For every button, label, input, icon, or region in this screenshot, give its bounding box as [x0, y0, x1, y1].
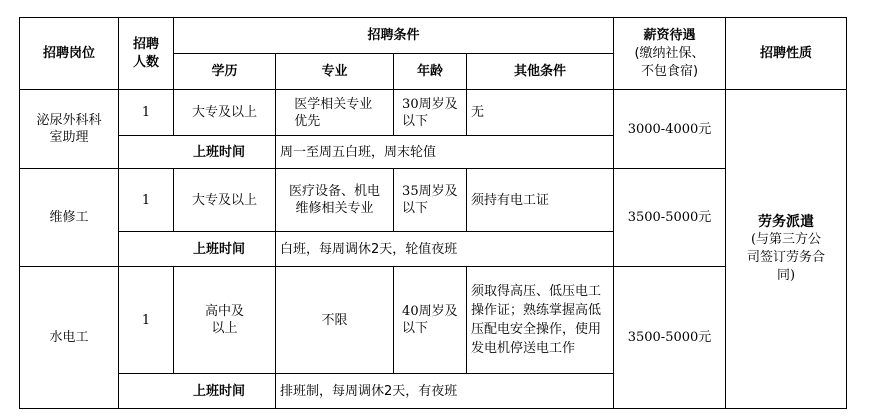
table-row: [20, 169, 847, 232]
header-salary-title: 薪资待遇: [643, 27, 696, 43]
age-text: 35周岁及以下: [402, 184, 458, 216]
header-salary-note: (缴纳社保、不包食宿): [634, 45, 705, 79]
shift-row: [20, 136, 847, 169]
age-text: 40周岁及以下: [402, 304, 458, 336]
count-cell: 1: [119, 169, 174, 232]
count-cell: 1: [119, 267, 174, 374]
major-cell: [276, 90, 394, 136]
shift-label: 上班时间: [119, 136, 276, 169]
nature-cell: [726, 90, 847, 409]
education-text: 高中及以上: [204, 304, 244, 336]
shift-value: 周一至周五白班，周末轮值: [276, 136, 726, 169]
other-cell: 须取得高压、低压电工操作证；熟练掌握高低压配电安全操作，使用发电机停送电工作: [467, 267, 614, 374]
header-other: 其他条件: [467, 54, 614, 90]
count-cell: 1: [119, 90, 174, 136]
education-cell: 大专及以上: [174, 90, 276, 136]
header-nature: 招聘性质: [726, 18, 847, 90]
shift-value: 白班，每周调休2天，轮值夜班: [276, 232, 726, 267]
shift-label: 上班时间: [119, 374, 276, 409]
salary-cell: 3000-4000元: [614, 90, 726, 169]
header-count: [119, 18, 174, 90]
other-cell: 无: [467, 90, 614, 136]
position-cell: 维修工: [20, 169, 119, 267]
position-cell: [20, 90, 119, 169]
major-text: 医疗设备、机电维修相关专业: [288, 184, 380, 216]
major-cell: 不限: [276, 267, 394, 374]
shift-row: [20, 374, 847, 409]
recruitment-table: [19, 17, 847, 409]
header-major: 专业: [276, 54, 394, 90]
position-text: 泌尿外科科室助理: [36, 113, 102, 145]
shift-value: 排班制，每周调休2天，有夜班: [276, 374, 726, 409]
table-row: [20, 267, 847, 374]
education-cell: 大专及以上: [174, 169, 276, 232]
age-cell: [394, 267, 467, 374]
shift-label: 上班时间: [119, 232, 276, 267]
nature-sub: (与第三方公司签订劳务合同): [746, 232, 825, 283]
education-cell: [174, 267, 276, 374]
nature-main: 劳务派遣: [758, 214, 814, 230]
age-cell: [394, 90, 467, 136]
major-text: 医学相关专业优先: [294, 96, 373, 129]
header-row-1: [20, 18, 847, 54]
age-cell: [394, 169, 467, 232]
header-count-text: 招聘人数: [132, 36, 159, 70]
header-salary: [614, 18, 726, 90]
major-cell: [276, 169, 394, 232]
age-text: 30周岁及以下: [402, 96, 458, 129]
shift-row: [20, 232, 847, 267]
salary-cell: 3500-5000元: [614, 267, 726, 409]
position-cell: 水电工: [20, 267, 119, 409]
header-age: 年龄: [394, 54, 467, 90]
table-row: [20, 90, 847, 136]
other-cell: 须持有电工证: [467, 169, 614, 232]
header-conditions: 招聘条件: [174, 18, 614, 54]
header-education: 学历: [174, 54, 276, 90]
header-position: 招聘岗位: [20, 18, 119, 90]
salary-cell: 3500-5000元: [614, 169, 726, 267]
